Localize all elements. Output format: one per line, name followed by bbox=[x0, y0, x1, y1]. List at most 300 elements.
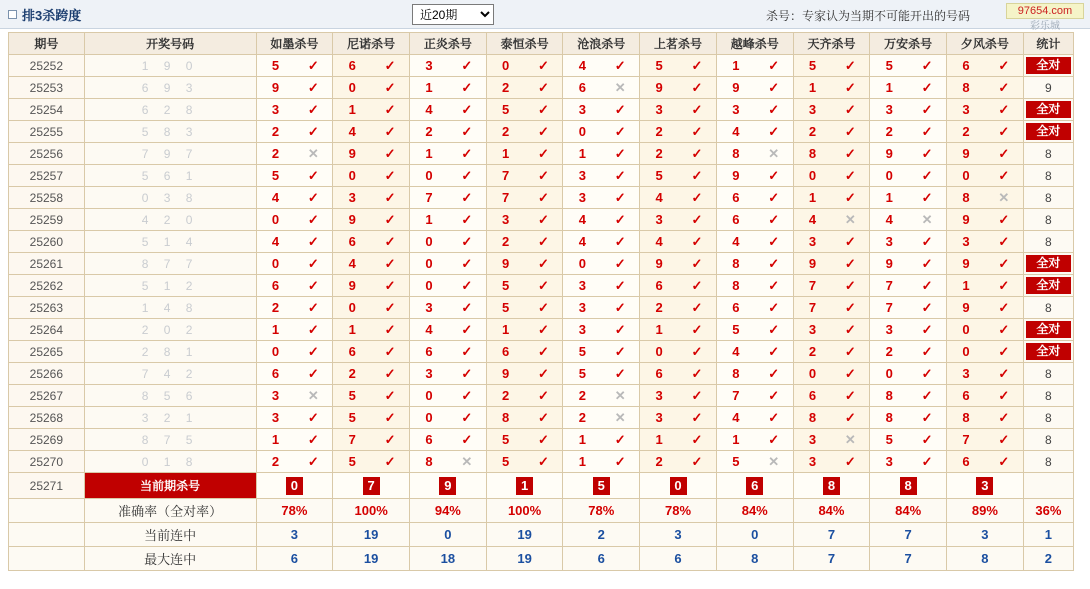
check-icon: ✓ bbox=[844, 101, 856, 117]
check-icon: ✓ bbox=[921, 387, 933, 403]
kill-number: 5 bbox=[732, 322, 740, 337]
kill-number: 3 bbox=[425, 366, 433, 381]
kill-number: 3 bbox=[885, 454, 893, 469]
summary-value-e7 bbox=[716, 523, 793, 547]
cell-kill-e10 bbox=[947, 77, 1024, 99]
cell-kill-e1 bbox=[256, 297, 333, 319]
check-icon: ✓ bbox=[461, 57, 473, 73]
kill-number: 0 bbox=[962, 168, 970, 183]
summary-label: 当前连中 bbox=[84, 523, 256, 547]
summary-value: 8 bbox=[981, 551, 989, 566]
kill-number: 1 bbox=[655, 432, 663, 447]
summary-value-e4 bbox=[486, 499, 563, 523]
summary-value: 19 bbox=[363, 551, 379, 566]
check-icon: ✓ bbox=[691, 145, 703, 161]
current-kill-number: 0 bbox=[286, 477, 303, 495]
kill-number: 9 bbox=[655, 256, 663, 271]
cross-icon: ✕ bbox=[614, 387, 626, 403]
cell-kill-e7 bbox=[716, 451, 793, 473]
cell-kill-e4 bbox=[486, 319, 563, 341]
cell-kill-e3 bbox=[410, 55, 487, 77]
table-row bbox=[9, 319, 1074, 341]
cell-kill-e8 bbox=[793, 407, 870, 429]
kill-number: 0 bbox=[348, 168, 356, 183]
cell-kill-e10 bbox=[947, 275, 1024, 297]
kill-number: 2 bbox=[655, 124, 663, 139]
summary-value: 84% bbox=[818, 503, 845, 518]
summary-stat-value: 2 bbox=[1044, 551, 1052, 566]
check-icon: ✓ bbox=[844, 409, 856, 425]
kill-number: 6 bbox=[425, 432, 433, 447]
cell-kill-e9 bbox=[870, 341, 947, 363]
table-row bbox=[9, 99, 1074, 121]
cell-open-numbers: 5 1 4 bbox=[84, 231, 256, 253]
cell-kill-e4 bbox=[486, 77, 563, 99]
kill-number: 7 bbox=[348, 432, 356, 447]
kill-number: 0 bbox=[502, 58, 510, 73]
cell-stat: 8 bbox=[1023, 429, 1073, 451]
kill-number: 4 bbox=[578, 234, 586, 249]
check-icon: ✓ bbox=[998, 321, 1010, 337]
check-icon: ✓ bbox=[384, 343, 396, 359]
summary-value-e3 bbox=[410, 523, 487, 547]
check-icon: ✓ bbox=[998, 431, 1010, 447]
cell-kill-e8 bbox=[793, 363, 870, 385]
table-row bbox=[9, 407, 1074, 429]
check-icon: ✓ bbox=[538, 431, 549, 447]
check-icon: ✓ bbox=[384, 57, 396, 73]
column-header-open: 开奖号码 bbox=[84, 33, 256, 55]
kill-number: 9 bbox=[732, 168, 740, 183]
check-icon: ✓ bbox=[384, 321, 396, 337]
check-icon: ✓ bbox=[691, 299, 703, 315]
cell-kill-e6 bbox=[640, 99, 717, 121]
column-header-e3: 正炎杀号 bbox=[410, 33, 487, 55]
kill-number: 1 bbox=[271, 432, 280, 447]
kill-number: 4 bbox=[271, 234, 280, 249]
cell-kill-e10 bbox=[947, 55, 1024, 77]
cell-kill-e10 bbox=[947, 297, 1024, 319]
cell-kill-e7 bbox=[716, 231, 793, 253]
cell-period: 25252 bbox=[9, 55, 85, 77]
summary-value: 3 bbox=[981, 527, 989, 542]
cell-kill-e9 bbox=[870, 297, 947, 319]
check-icon: ✓ bbox=[614, 365, 626, 381]
kill-number: 2 bbox=[271, 124, 280, 139]
kill-number: 3 bbox=[271, 388, 280, 403]
cell-period: 25266 bbox=[9, 363, 85, 385]
cell-period: 25268 bbox=[9, 407, 85, 429]
cell-kill-e10 bbox=[947, 121, 1024, 143]
check-icon: ✓ bbox=[921, 409, 933, 425]
check-icon: ✓ bbox=[998, 57, 1010, 73]
check-icon: ✓ bbox=[844, 453, 856, 469]
current-kill-number: 3 bbox=[976, 477, 993, 495]
summary-value-e1 bbox=[256, 499, 333, 523]
cell-current-kill-e7 bbox=[716, 473, 793, 499]
kill-number: 1 bbox=[425, 80, 433, 95]
cell-kill-e10 bbox=[947, 385, 1024, 407]
cell-kill-e10 bbox=[947, 231, 1024, 253]
cell-kill-e5 bbox=[563, 165, 640, 187]
check-icon: ✓ bbox=[538, 57, 549, 73]
check-icon: ✓ bbox=[307, 277, 319, 293]
kill-number: 3 bbox=[808, 432, 817, 447]
check-icon: ✓ bbox=[691, 211, 703, 227]
check-icon: ✓ bbox=[538, 409, 549, 425]
kill-number: 0 bbox=[655, 344, 663, 359]
kill-number: 5 bbox=[502, 432, 510, 447]
kill-number: 5 bbox=[348, 454, 356, 469]
cross-icon: ✕ bbox=[307, 387, 319, 403]
cell-kill-e6 bbox=[640, 429, 717, 451]
kill-number: 2 bbox=[271, 146, 280, 161]
cell-kill-e6 bbox=[640, 297, 717, 319]
kill-number: 3 bbox=[578, 300, 586, 315]
check-icon: ✓ bbox=[768, 387, 780, 403]
check-icon: ✓ bbox=[998, 167, 1010, 183]
cell-open-numbers: 7 4 2 bbox=[84, 363, 256, 385]
kill-number: 9 bbox=[502, 366, 510, 381]
cell-kill-e9 bbox=[870, 121, 947, 143]
kill-number: 1 bbox=[502, 146, 510, 161]
check-icon: ✓ bbox=[614, 277, 626, 293]
summary-value: 19 bbox=[517, 551, 532, 566]
check-icon: ✓ bbox=[768, 167, 780, 183]
check-icon: ✓ bbox=[461, 277, 473, 293]
kill-number: 8 bbox=[732, 278, 740, 293]
cell-kill-e1 bbox=[256, 253, 333, 275]
kill-number: 4 bbox=[655, 190, 663, 205]
check-icon: ✓ bbox=[768, 431, 780, 447]
cell-kill-e9 bbox=[870, 275, 947, 297]
cell-kill-e4 bbox=[486, 385, 563, 407]
check-icon: ✓ bbox=[307, 365, 319, 381]
cell-kill-e8 bbox=[793, 319, 870, 341]
cell-kill-e3 bbox=[410, 121, 487, 143]
cell-kill-e7 bbox=[716, 165, 793, 187]
check-icon: ✓ bbox=[384, 189, 396, 205]
cell-kill-e2 bbox=[333, 319, 410, 341]
check-icon: ✓ bbox=[691, 277, 703, 293]
check-icon: ✓ bbox=[461, 365, 473, 381]
check-icon: ✓ bbox=[384, 387, 396, 403]
cell-kill-e2 bbox=[333, 297, 410, 319]
kill-number: 5 bbox=[578, 366, 586, 381]
cell-kill-e1 bbox=[256, 187, 333, 209]
check-icon: ✓ bbox=[461, 299, 473, 315]
cross-icon: ✕ bbox=[844, 211, 856, 227]
check-icon: ✓ bbox=[844, 387, 856, 403]
kill-number: 8 bbox=[425, 454, 433, 469]
kill-number: 1 bbox=[808, 190, 817, 205]
kill-number: 2 bbox=[885, 344, 893, 359]
kill-number: 0 bbox=[578, 124, 586, 139]
cell-kill-e9 bbox=[870, 407, 947, 429]
cell-kill-e2 bbox=[333, 429, 410, 451]
summary-value: 3 bbox=[674, 527, 682, 542]
cell-kill-e4 bbox=[486, 209, 563, 231]
column-header-e4: 泰恒杀号 bbox=[486, 33, 563, 55]
kill-number: 3 bbox=[962, 102, 970, 117]
check-icon: ✓ bbox=[998, 453, 1010, 469]
cell-kill-e2 bbox=[333, 143, 410, 165]
check-icon: ✓ bbox=[384, 453, 396, 469]
cross-icon: ✕ bbox=[768, 453, 780, 469]
summary-value-e2 bbox=[333, 547, 410, 571]
cell-kill-e6 bbox=[640, 319, 717, 341]
check-icon: ✓ bbox=[384, 79, 396, 95]
check-icon: ✓ bbox=[384, 167, 396, 183]
cell-period: 25264 bbox=[9, 319, 85, 341]
cell-kill-e2 bbox=[333, 253, 410, 275]
cell-open-numbers: 4 2 0 bbox=[84, 209, 256, 231]
kill-number: 9 bbox=[962, 146, 970, 161]
check-icon: ✓ bbox=[844, 233, 856, 249]
check-icon: ✓ bbox=[921, 233, 933, 249]
check-icon: ✓ bbox=[691, 453, 703, 469]
current-kill-number: 8 bbox=[900, 477, 917, 495]
kill-number: 2 bbox=[885, 124, 893, 139]
kill-number: 0 bbox=[348, 300, 356, 315]
kill-number: 3 bbox=[425, 300, 433, 315]
cell-current-period: 25271 bbox=[9, 473, 85, 499]
kill-number: 9 bbox=[348, 212, 356, 227]
check-icon: ✓ bbox=[614, 255, 626, 271]
summary-value: 2 bbox=[597, 527, 605, 542]
cell-kill-e1 bbox=[256, 341, 333, 363]
check-icon: ✓ bbox=[844, 167, 856, 183]
kill-number: 3 bbox=[348, 190, 356, 205]
check-icon: ✓ bbox=[614, 233, 626, 249]
summary-value-e5 bbox=[563, 499, 640, 523]
status-badge: 全对 bbox=[1026, 277, 1071, 294]
cell-kill-e8 bbox=[793, 231, 870, 253]
cell-kill-e4 bbox=[486, 451, 563, 473]
check-icon: ✓ bbox=[614, 343, 626, 359]
cell-kill-e5 bbox=[563, 275, 640, 297]
kill-number: 9 bbox=[271, 80, 280, 95]
current-period-label: 当前期杀号 bbox=[84, 473, 256, 499]
cell-kill-e8 bbox=[793, 209, 870, 231]
summary-value: 84% bbox=[741, 503, 768, 518]
kill-number: 2 bbox=[655, 146, 663, 161]
cell-kill-e4 bbox=[486, 363, 563, 385]
check-icon: ✓ bbox=[691, 79, 703, 95]
cell-kill-e2 bbox=[333, 363, 410, 385]
kill-number: 5 bbox=[885, 58, 893, 73]
summary-label: 最大连中 bbox=[84, 547, 256, 571]
summary-value-e7 bbox=[716, 547, 793, 571]
summary-value-e3 bbox=[410, 547, 487, 571]
kill-number: 1 bbox=[885, 80, 893, 95]
kill-number: 8 bbox=[732, 256, 740, 271]
cell-kill-e8 bbox=[793, 187, 870, 209]
check-icon: ✓ bbox=[538, 101, 549, 117]
cell-kill-e3 bbox=[410, 407, 487, 429]
cell-stat bbox=[1023, 319, 1073, 341]
check-icon: ✓ bbox=[768, 365, 780, 381]
table-row bbox=[9, 253, 1074, 275]
cell-period: 25262 bbox=[9, 275, 85, 297]
kill-number: 5 bbox=[271, 168, 280, 183]
status-badge: 全对 bbox=[1026, 343, 1071, 360]
kill-number: 4 bbox=[808, 212, 817, 227]
kill-number: 6 bbox=[732, 300, 740, 315]
kill-number: 1 bbox=[578, 432, 586, 447]
kill-number: 0 bbox=[425, 410, 433, 425]
check-icon: ✓ bbox=[921, 453, 933, 469]
cell-kill-e3 bbox=[410, 341, 487, 363]
cell-kill-e3 bbox=[410, 297, 487, 319]
kill-number: 3 bbox=[808, 102, 817, 117]
kill-number: 3 bbox=[655, 102, 663, 117]
kill-number: 9 bbox=[962, 300, 970, 315]
check-icon: ✓ bbox=[538, 299, 549, 315]
cell-kill-e5 bbox=[563, 363, 640, 385]
check-icon: ✓ bbox=[768, 123, 780, 139]
kill-number: 5 bbox=[502, 300, 510, 315]
current-kill-number: 1 bbox=[516, 477, 533, 495]
cell-kill-e3 bbox=[410, 253, 487, 275]
cell-kill-e5 bbox=[563, 451, 640, 473]
cell-stat: 8 bbox=[1023, 297, 1073, 319]
cell-period: 25261 bbox=[9, 253, 85, 275]
summary-value: 78% bbox=[281, 503, 308, 518]
kill-number: 7 bbox=[808, 300, 817, 315]
period-range-select[interactable] bbox=[412, 4, 494, 25]
summary-value-e6 bbox=[640, 547, 717, 571]
table-row bbox=[9, 165, 1074, 187]
summary-value: 6 bbox=[597, 551, 605, 566]
cell-open-numbers: 0 3 8 bbox=[84, 187, 256, 209]
kill-number: 8 bbox=[808, 146, 817, 161]
check-icon: ✓ bbox=[844, 79, 856, 95]
check-icon: ✓ bbox=[384, 145, 396, 161]
cell-kill-e9 bbox=[870, 253, 947, 275]
cell-kill-e1 bbox=[256, 429, 333, 451]
table-row bbox=[9, 55, 1074, 77]
check-icon: ✓ bbox=[691, 123, 703, 139]
kill-number: 8 bbox=[962, 410, 970, 425]
summary-value-e9 bbox=[870, 547, 947, 571]
summary-value: 19 bbox=[517, 527, 532, 542]
summary-value-e2 bbox=[333, 523, 410, 547]
cell-kill-e2 bbox=[333, 121, 410, 143]
cell-kill-e7 bbox=[716, 429, 793, 451]
cell-kill-e7 bbox=[716, 297, 793, 319]
summary-row bbox=[9, 523, 1074, 547]
summary-value: 18 bbox=[440, 551, 456, 566]
column-header-e2: 尼诺杀号 bbox=[333, 33, 410, 55]
current-kill-number: 9 bbox=[439, 477, 456, 495]
summary-stat bbox=[1023, 523, 1073, 547]
check-icon: ✓ bbox=[768, 277, 780, 293]
cross-icon: ✕ bbox=[998, 189, 1010, 205]
check-icon: ✓ bbox=[844, 57, 856, 73]
summary-value-e1 bbox=[256, 523, 333, 547]
page-title bbox=[8, 5, 81, 24]
kill-number: 7 bbox=[502, 168, 510, 183]
cell-period: 25269 bbox=[9, 429, 85, 451]
check-icon: ✓ bbox=[921, 255, 933, 271]
cell-stat bbox=[1023, 121, 1073, 143]
cell-current-kill-e3 bbox=[410, 473, 487, 499]
check-icon: ✓ bbox=[538, 365, 549, 381]
cell-kill-e1 bbox=[256, 407, 333, 429]
cell-stat: 8 bbox=[1023, 209, 1073, 231]
summary-value-e3 bbox=[410, 499, 487, 523]
cell-kill-e8 bbox=[793, 55, 870, 77]
summary-value: 78% bbox=[665, 503, 692, 518]
kill-number: 3 bbox=[502, 212, 510, 227]
check-icon: ✓ bbox=[998, 211, 1010, 227]
cell-kill-e5 bbox=[563, 385, 640, 407]
kill-number: 9 bbox=[885, 146, 893, 161]
kill-number: 4 bbox=[348, 124, 356, 139]
cell-kill-e5 bbox=[563, 297, 640, 319]
cell-kill-e6 bbox=[640, 187, 717, 209]
kill-number: 8 bbox=[808, 410, 817, 425]
check-icon: ✓ bbox=[384, 277, 396, 293]
cell-kill-e3 bbox=[410, 187, 487, 209]
kill-number: 4 bbox=[425, 322, 433, 337]
kill-number: 5 bbox=[808, 58, 817, 73]
column-header-e9: 万安杀号 bbox=[870, 33, 947, 55]
check-icon: ✓ bbox=[768, 299, 780, 315]
kill-number: 3 bbox=[885, 102, 893, 117]
kill-number-table bbox=[8, 32, 1074, 571]
kill-number: 3 bbox=[578, 190, 586, 205]
cell-kill-e2 bbox=[333, 385, 410, 407]
cell-stat: 8 bbox=[1023, 363, 1073, 385]
cell-kill-e10 bbox=[947, 363, 1024, 385]
summary-value-e6 bbox=[640, 499, 717, 523]
cell-period: 25258 bbox=[9, 187, 85, 209]
check-icon: ✓ bbox=[538, 167, 549, 183]
kill-number: 1 bbox=[578, 454, 586, 469]
kill-note-text: 杀号：专家认为当期不可能开出的号码 bbox=[765, 9, 970, 23]
cell-stat: 8 bbox=[1023, 165, 1073, 187]
table-row bbox=[9, 363, 1074, 385]
check-icon: ✓ bbox=[691, 57, 703, 73]
kill-number: 0 bbox=[962, 322, 970, 337]
cell-period: 25263 bbox=[9, 297, 85, 319]
kill-number: 5 bbox=[885, 432, 893, 447]
summary-value: 3 bbox=[290, 527, 299, 542]
cross-icon: ✕ bbox=[844, 431, 856, 447]
check-icon: ✓ bbox=[614, 431, 626, 447]
kill-number: 3 bbox=[808, 234, 817, 249]
check-icon: ✓ bbox=[384, 431, 396, 447]
check-icon: ✓ bbox=[307, 299, 319, 315]
kill-number: 2 bbox=[655, 454, 663, 469]
kill-number: 7 bbox=[425, 190, 433, 205]
kill-number: 3 bbox=[655, 388, 663, 403]
summary-value-e8 bbox=[793, 499, 870, 523]
kill-number: 3 bbox=[578, 322, 586, 337]
cross-icon: ✕ bbox=[921, 211, 933, 227]
cell-kill-e7 bbox=[716, 407, 793, 429]
cell-kill-e8 bbox=[793, 99, 870, 121]
kill-number: 3 bbox=[271, 102, 280, 117]
check-icon: ✓ bbox=[844, 145, 856, 161]
cell-current-kill-e9 bbox=[870, 473, 947, 499]
cell-kill-e10 bbox=[947, 341, 1024, 363]
cell-kill-e7 bbox=[716, 121, 793, 143]
cell-kill-e5 bbox=[563, 99, 640, 121]
check-icon: ✓ bbox=[538, 233, 549, 249]
